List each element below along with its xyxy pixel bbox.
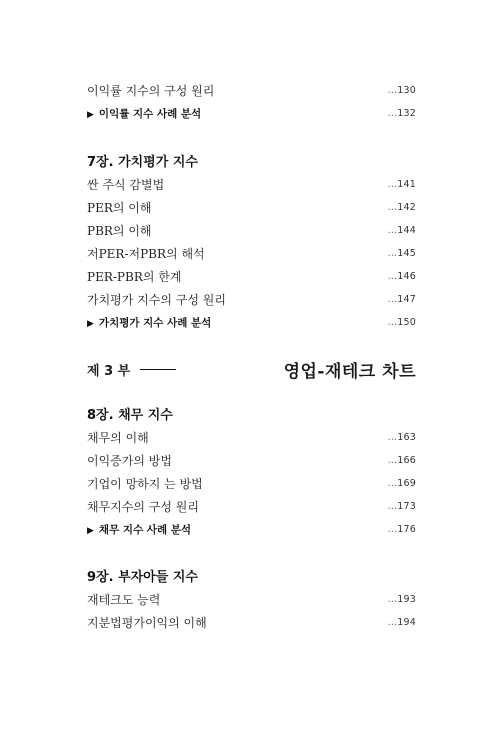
toc-entry bbox=[87, 197, 416, 217]
page-number: … 150 bbox=[388, 317, 416, 328]
toc-entry bbox=[87, 496, 416, 516]
entry-title: 저PER-저PBR의 해석 bbox=[87, 246, 205, 261]
toc-case-study bbox=[87, 312, 416, 332]
page-number: … 176 bbox=[388, 524, 416, 535]
toc-entry bbox=[87, 266, 416, 286]
toc-case-study bbox=[87, 519, 416, 539]
part-title: 영업-재테크 차트 bbox=[283, 361, 416, 382]
toc-entry bbox=[87, 174, 416, 194]
entry-title: PBR의 이해 bbox=[87, 223, 152, 238]
toc-entry bbox=[87, 450, 416, 470]
toc-case-study bbox=[87, 103, 416, 123]
case-study-title: ▶ 이익률 지수 사례 분석 bbox=[87, 106, 201, 121]
entry-title: 가치평가 지수의 구성 원리 bbox=[87, 292, 226, 307]
chapter-7-title: 7장. 가치평가 지수 bbox=[87, 155, 198, 170]
toc-entry bbox=[87, 427, 416, 447]
entry-title: 이익률 지수의 구성 원리 bbox=[87, 83, 215, 98]
part-header bbox=[87, 354, 416, 384]
toc-entry bbox=[87, 220, 416, 240]
entry-title: 재테크도 능력 bbox=[87, 592, 161, 607]
page-number: … 147 bbox=[388, 294, 416, 305]
case-study-title: ▶ 가치평가 지수 사례 분석 bbox=[87, 315, 211, 330]
page-number: … 132 bbox=[388, 108, 416, 119]
chapter-8-title: 8장. 채무 지수 bbox=[87, 408, 173, 423]
page-number: … 163 bbox=[388, 432, 416, 443]
entry-title: 지분법평가이익의 이해 bbox=[87, 615, 207, 630]
entry-title: PER의 이해 bbox=[87, 200, 152, 215]
entry-title: 기업이 망하지 는 방법 bbox=[87, 476, 203, 491]
page-number: … 169 bbox=[388, 478, 416, 489]
page-number: … 145 bbox=[388, 248, 416, 259]
toc-entry bbox=[87, 289, 416, 309]
page-number: … 130 bbox=[388, 85, 416, 96]
entry-title: 이익증가의 방법 bbox=[87, 453, 172, 468]
entry-title: 채무지수의 구성 원리 bbox=[87, 499, 199, 514]
case-study-title: ▶ 채무 지수 사례 분석 bbox=[87, 522, 191, 537]
entry-title: PER-PBR의 한계 bbox=[87, 269, 182, 284]
toc-entry bbox=[87, 612, 416, 632]
toc-entry bbox=[87, 473, 416, 493]
page-number: … 144 bbox=[388, 225, 416, 236]
part-label: 제 3 부 bbox=[87, 363, 131, 379]
page-number: … 166 bbox=[388, 455, 416, 466]
chapter-9-title: 9장. 부자아들 지수 bbox=[87, 570, 198, 585]
toc-entry bbox=[87, 589, 416, 609]
entry-title: 싼 주식 감별법 bbox=[87, 177, 165, 192]
entry-title: 채무의 이해 bbox=[87, 430, 149, 445]
page-number: … 146 bbox=[388, 271, 416, 282]
part-divider-line bbox=[140, 369, 176, 370]
page-number: … 141 bbox=[388, 179, 416, 190]
page-number: … 173 bbox=[388, 501, 416, 512]
page-number: … 194 bbox=[388, 617, 416, 628]
page-number: … 142 bbox=[388, 202, 416, 213]
toc-entry bbox=[87, 80, 416, 100]
toc-entry bbox=[87, 243, 416, 263]
page-number: … 193 bbox=[388, 594, 416, 605]
